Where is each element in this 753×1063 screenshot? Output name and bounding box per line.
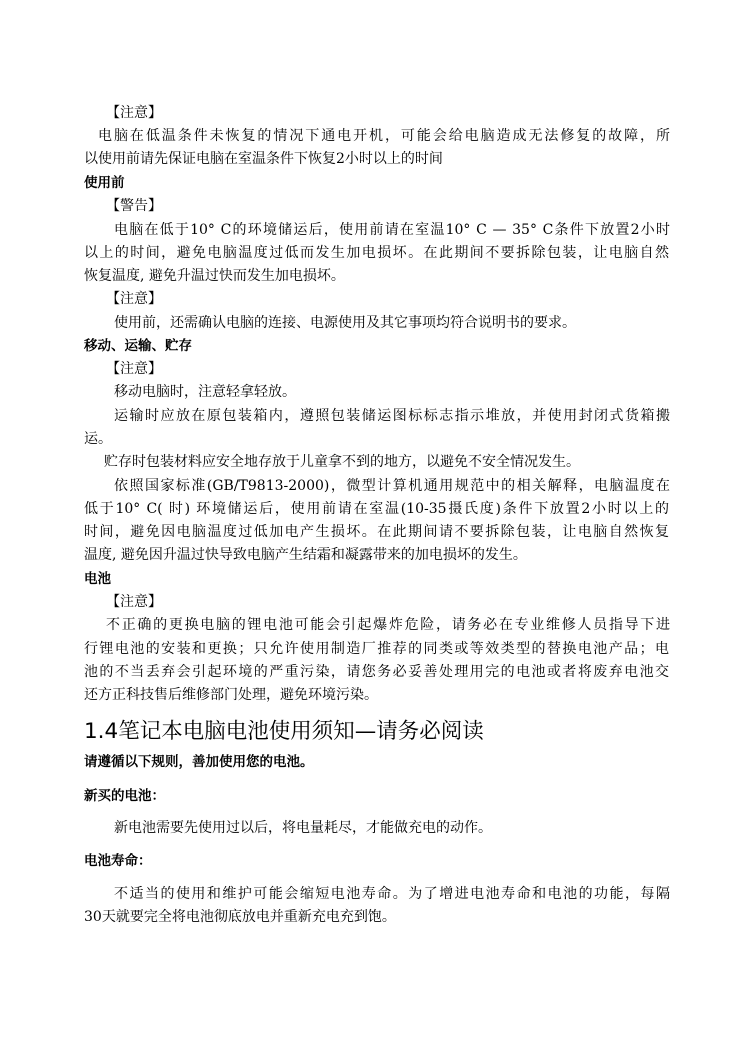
paragraph-line: 电脑在低温条件未恢复的情况下通电开机，可能会给电脑造成无法修复的故障，所 [98,128,670,144]
paragraph-line: 时间，避免因电脑温度过低加电产生损坏。在此期间请不要拆除包装，让电脑自然恢复 [84,524,669,540]
paragraph-line: 贮存时包装材料应安全地存放于儿童拿不到的地方，以避免不安全情况发生。 [104,454,580,470]
paragraph-line: 还方正科技售后维修部门处理，避免环境污染。 [84,687,378,703]
paragraph-line: 低于10° C( 时) 环境储运后，使用前请在室温(10-35摄氏度)条件下放置2小时以上的 [84,501,669,517]
paragraph-line: 运输时应放在原包装箱内，遵照包装储运图标标志指示堆放，并使用封闭式货箱搬 [114,408,670,424]
section-heading-battery: 电池 [84,571,111,587]
paragraph-line: 不正确的更换电脑的锂电池可能会引起爆炸危险，请务必在专业维修人员指导下进 [106,617,670,633]
paragraph-line: 电脑在低于10° C的环境储运后，使用前请在室温10° C — 35° C条件下放置2小时 [114,222,670,238]
paragraph-line: 依照国家标准(GB/T9813-2000)，微型计算机通用规范中的相关解释，电脑温度在 [114,478,670,494]
notice-label: 【注意】 [106,291,162,307]
paragraph-line: 温度, 避免因升温过快导致电脑产生结霜和凝露带来的加电损坏的发生。 [84,547,527,563]
paragraph-line: 不适当的使用和维护可能会缩短电池寿命。为了增进电池寿命和电池的功能，每隔 [114,886,670,902]
notice-label: 【注意】 [106,594,162,610]
section-heading-transport: 移动、运输、贮存 [84,338,192,354]
notice-label: 【注意】 [106,105,162,121]
chapter-heading-battery-notes: 1.4笔记本电脑电池使用须知—请务必阅读 [84,719,484,744]
subheading-new-battery: 新买的电池： [84,788,165,804]
warning-label: 【警告】 [106,198,162,214]
paragraph-line: 新电池需要先使用过以后，将电量耗尽，才能做充电的动作。 [114,820,492,836]
paragraph-line: 30天就要完全将电池彻底放电并重新充电充到饱。 [84,909,396,925]
paragraph-line: 以使用前请先保证电脑在室温条件下恢复2小时以上的时间 [84,151,443,167]
paragraph-line: 移动电脑时，注意轻拿轻放。 [114,384,296,400]
paragraph-line: 池的不当丢弃会引起环境的严重污染，请您务必妥善处理用完的电池或者将废弃电池交 [84,664,669,680]
paragraph-line: 恢复温度, 避免升温过快而发生加电损坏。 [84,268,345,284]
paragraph-line: 运。 [84,431,112,447]
paragraph-line: 行锂电池的安装和更换；只允许使用制造厂推荐的同类或等效类型的替换电池产品；电 [84,641,669,657]
paragraph-line: 以上的时间，避免电脑温度过低而发生加电损坏。在此期间不要拆除包装，让电脑自然 [84,245,669,261]
intro-line: 请遵循以下规则，善加使用您的电池。 [84,754,314,770]
section-heading-before-use: 使用前 [84,175,125,191]
subheading-battery-life: 电池寿命： [84,853,152,869]
paragraph-line: 使用前，还需确认电脑的连接、电源使用及其它事项均符合说明书的要求。 [114,315,576,331]
notice-label: 【注意】 [106,361,162,377]
